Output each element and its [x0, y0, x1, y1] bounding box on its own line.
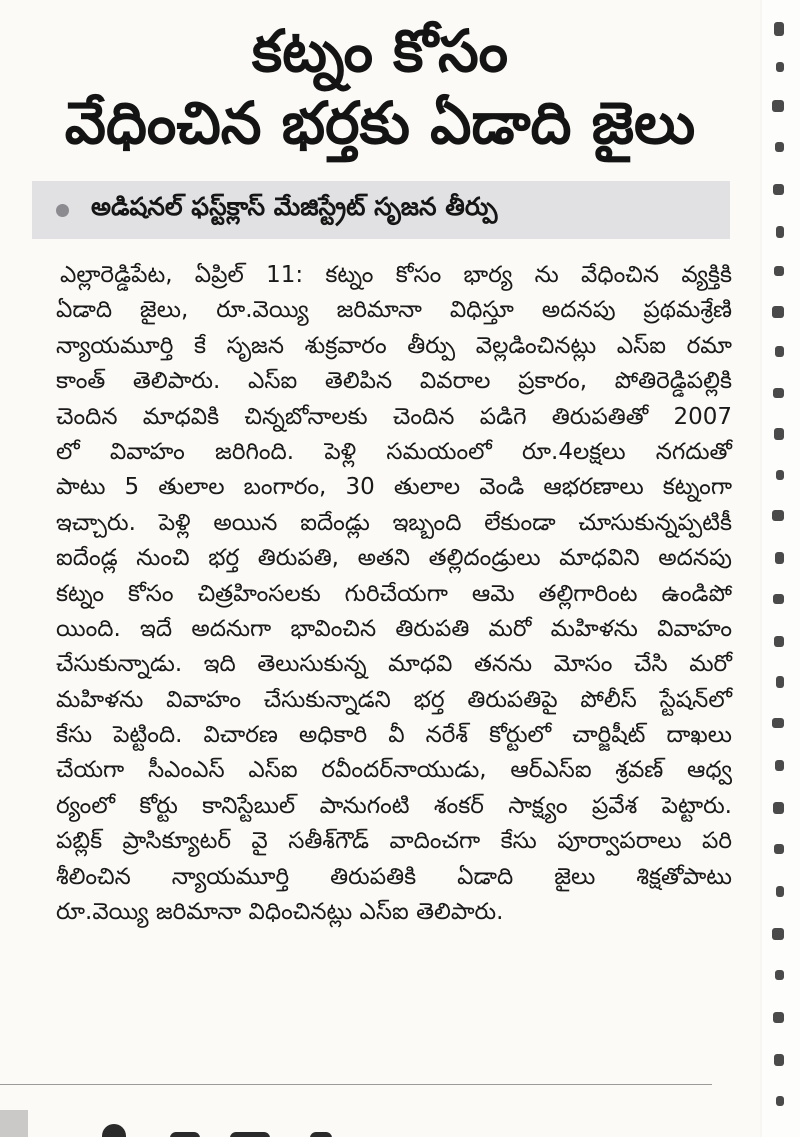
- body-line: చేయగా సీఎంఎస్ ఎస్ఐ రవీందర్‌నాయుడు, ఆర్ఎస్ఐ శ్రవణ్ ఆధ్వ: [56, 757, 732, 784]
- body-line: న్యాయమూర్తి కే సృజన శుక్రవారం తీర్పు వెల్లడించినట్లు ఎస్ఐ రమా: [56, 332, 732, 359]
- body-line: ఏడాది జైలు, రూ.వెయ్యి జరిమానా విధిస్తూ అదనపు ప్రథమశ్రేణి: [56, 297, 732, 324]
- subheading-text: అడిషనల్ ఫస్ట్‌క్లాస్ మేజిస్ట్రేట్ సృజన తీర్పు: [91, 192, 498, 221]
- body-line: కాంత్ తెలిపారు. ఎస్ఐ తెలిపిన వివరాల ప్రకారం, పోతిరెడ్డిపల్లికి: [56, 368, 732, 395]
- body-line: లో వివాహం జరిగింది. పెళ్లి సమయంలో రూ.4లక్షలు నగదుతో: [56, 438, 732, 465]
- bullet-dot-icon: [56, 204, 69, 217]
- subheading-band: [32, 181, 730, 239]
- body-line: ఐదేండ్ల నుంచి భర్త తిరుపతి, అతని తల్లిదండ్రులు మాధవిని అదనపు: [56, 545, 732, 572]
- body-line: ఎల్లారెడ్డిపేట, ఏప్రిల్ 11: కట్నం కోసం భార్య ను వేధించిన వ్యక్తికి: [60, 262, 732, 288]
- headline-line-2: వేధించిన భర్తకు ఏడాది జైలు: [64, 89, 696, 157]
- next-article-fragment: [100, 1120, 360, 1137]
- body-line: శీలించిన న్యాయమూర్తి తిరుపతికి ఏడాది జైలు శిక్షతోపాటు: [56, 863, 732, 890]
- body-line: ఇచ్చారు. పెళ్లి అయిన ఐదేండ్లు ఇబ్బంది లేకుండా చూసుకున్నప్పటికీ: [56, 509, 732, 536]
- body-line: చెందిన మాధవికి చిన్నబోనాలకు చెందిన పడిగె తిరుపతితో 2007: [56, 403, 732, 430]
- body-line: రూ.వెయ్యి జరిమానా విధించినట్లు ఎస్ఐ తెలిపారు.: [56, 899, 504, 926]
- article-body: [56, 258, 732, 930]
- headline-line-1: కట్నం కోసం: [251, 17, 509, 85]
- adjacent-column-fragment: [762, 0, 800, 1137]
- article-divider: [0, 1084, 712, 1085]
- body-line: పాటు 5 తులాల బంగారం, 30 తులాల వెండి ఆభరణాలు కట్నంగా: [56, 474, 732, 501]
- body-line: కట్నం కోసం చిత్రహింసలకు గురిచేయగా ఆమె తల్లిగారింట ఉండిపో: [56, 580, 732, 607]
- body-line: కేసు పెట్టింది. విచారణ అధికారి వీ నరేశ్ కోర్టులో చార్జిషీట్ దాఖలు: [56, 722, 732, 749]
- body-line: ర్యంలో కోర్టు కానిస్టేబుల్ పానుగంటి శంకర్ సాక్ష్యం ప్రవేశ పెట్టారు.: [56, 792, 732, 819]
- body-line: చేసుకున్నాడు. ఇది తెలుసుకున్న మాధవి తనను మోసం చేసి మరో: [56, 651, 732, 678]
- scan-shadow: [0, 1110, 28, 1137]
- body-line: మహిళను వివాహం చేసుకున్నాడని భర్త తిరుపతిపై పోలీస్ స్టేషన్‌లో: [56, 686, 732, 713]
- body-line: యింది. ఇదే అదనుగా భావించిన తిరుపతి మరో మహిళను వివాహం: [56, 615, 732, 642]
- body-line: పబ్లిక్ ప్రాసిక్యూటర్ వై సతీశ్‌గౌడ్ వాదించగా కేసు పూర్వాపరాలు పరి: [56, 828, 732, 855]
